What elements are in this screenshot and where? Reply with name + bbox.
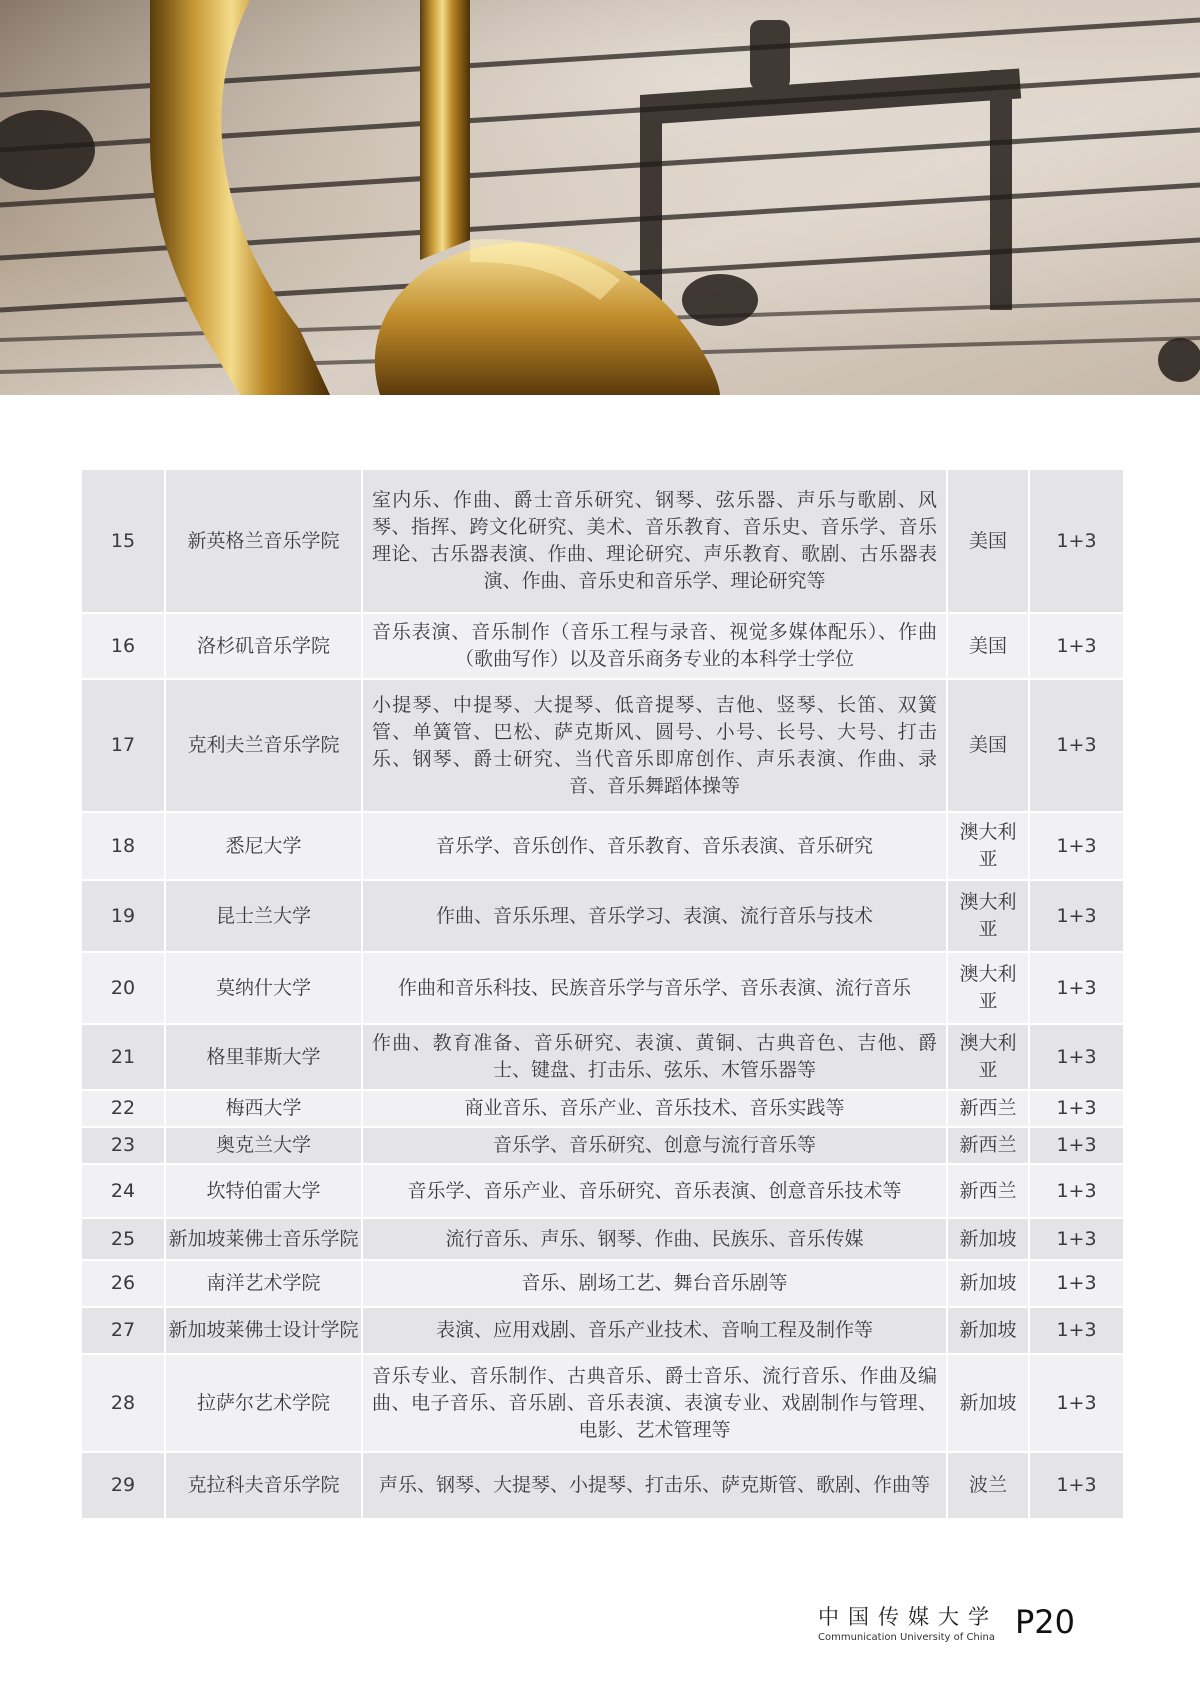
table-row: [81, 1024, 1124, 1090]
country: 澳大利亚: [947, 952, 1029, 1024]
country: 新西兰: [947, 1164, 1029, 1218]
table-row: [81, 880, 1124, 952]
table-row: [81, 1452, 1124, 1519]
program-type: 1+3: [1029, 1452, 1124, 1519]
program-type: 1+3: [1029, 1218, 1124, 1260]
school-name: 昆士兰大学: [165, 880, 362, 952]
row-number: 20: [81, 952, 165, 1024]
brand-english-name: Communication University of China: [818, 1632, 996, 1643]
majors-text: 小提琴、中提琴、大提琴、低音提琴、吉他、竖琴、长笛、双簧管、单簧管、巴松、萨克斯风、圆号、小号、长号、大号、打击乐、钢琴、爵士研究、当代音乐即席创作、声乐表演、作曲、录音、音乐舞蹈体操等: [362, 679, 947, 812]
table-row: [81, 952, 1124, 1024]
sheet-music-gold-note-image: [0, 0, 1200, 395]
program-type: 1+3: [1029, 1090, 1124, 1127]
majors-table-body: [81, 469, 1124, 1519]
majors-text: 作曲、教育准备、音乐研究、表演、黄铜、古典音色、吉他、爵士、键盘、打击乐、弦乐、木管乐器等: [362, 1024, 947, 1090]
row-number: 19: [81, 880, 165, 952]
majors-text: 声乐、钢琴、大提琴、小提琴、打击乐、萨克斯管、歌剧、作曲等: [362, 1452, 947, 1519]
program-type: 1+3: [1029, 613, 1124, 679]
brand-chinese-name: 中国传媒大学: [818, 1605, 998, 1629]
program-type: 1+3: [1029, 1164, 1124, 1218]
majors-text: 音乐、剧场工艺、舞台音乐剧等: [362, 1260, 947, 1307]
school-name: 克利夫兰音乐学院: [165, 679, 362, 812]
school-name: 克拉科夫音乐学院: [165, 1452, 362, 1519]
table-row: [81, 1307, 1124, 1354]
table-row: [81, 679, 1124, 812]
country: 美国: [947, 469, 1029, 613]
row-number: 24: [81, 1164, 165, 1218]
program-type: 1+3: [1029, 952, 1124, 1024]
school-name: 莫纳什大学: [165, 952, 362, 1024]
program-type: 1+3: [1029, 1024, 1124, 1090]
country: 波兰: [947, 1452, 1029, 1519]
majors-text: 作曲、音乐乐理、音乐学习、表演、流行音乐与技术: [362, 880, 947, 952]
row-number: 28: [81, 1354, 165, 1452]
row-number: 16: [81, 613, 165, 679]
country: 美国: [947, 679, 1029, 812]
row-number: 22: [81, 1090, 165, 1127]
row-number: 25: [81, 1218, 165, 1260]
row-number: 18: [81, 812, 165, 880]
majors-text: 表演、应用戏剧、音乐产业技术、音响工程及制作等: [362, 1307, 947, 1354]
program-type: 1+3: [1029, 812, 1124, 880]
majors-text: 作曲和音乐科技、民族音乐学与音乐学、音乐表演、流行音乐: [362, 952, 947, 1024]
majors-text: 音乐学、音乐研究、创意与流行音乐等: [362, 1127, 947, 1164]
row-number: 27: [81, 1307, 165, 1354]
country: 新西兰: [947, 1090, 1029, 1127]
table-row: [81, 1090, 1124, 1127]
majors-text: 室内乐、作曲、爵士音乐研究、钢琴、弦乐器、声乐与歌剧、风琴、指挥、跨文化研究、美术、音乐教育、音乐史、音乐学、音乐理论、古乐器表演、作曲、理论研究、声乐教育、歌剧、古乐器表演、作曲、音乐史和音乐学、理论研究等: [362, 469, 947, 613]
row-number: 21: [81, 1024, 165, 1090]
school-name: 拉萨尔艺术学院: [165, 1354, 362, 1452]
country: 新加坡: [947, 1218, 1029, 1260]
program-type: 1+3: [1029, 880, 1124, 952]
school-name: 新加坡莱佛士设计学院: [165, 1307, 362, 1354]
table-row: [81, 1218, 1124, 1260]
majors-table: [80, 468, 1125, 1520]
table-row: [81, 1127, 1124, 1164]
school-name: 南洋艺术学院: [165, 1260, 362, 1307]
row-number: 17: [81, 679, 165, 812]
program-type: 1+3: [1029, 1307, 1124, 1354]
program-type: 1+3: [1029, 679, 1124, 812]
header-photo: [0, 0, 1200, 395]
country: 新加坡: [947, 1260, 1029, 1307]
majors-text: 流行音乐、声乐、钢琴、作曲、民族乐、音乐传媒: [362, 1218, 947, 1260]
school-name: 格里菲斯大学: [165, 1024, 362, 1090]
majors-table-container: [80, 468, 1123, 1520]
table-row: [81, 613, 1124, 679]
majors-text: 音乐表演、音乐制作（音乐工程与录音、视觉多媒体配乐）、作曲（歌曲写作）以及音乐商务专业的本科学士学位: [362, 613, 947, 679]
majors-text: 商业音乐、音乐产业、音乐技术、音乐实践等: [362, 1090, 947, 1127]
table-row: [81, 1354, 1124, 1452]
row-number: 26: [81, 1260, 165, 1307]
country: 新西兰: [947, 1127, 1029, 1164]
table-row: [81, 1164, 1124, 1218]
country: 澳大利亚: [947, 880, 1029, 952]
table-row: [81, 469, 1124, 613]
school-name: 悉尼大学: [165, 812, 362, 880]
school-name: 新加坡莱佛士音乐学院: [165, 1218, 362, 1260]
country: 澳大利亚: [947, 812, 1029, 880]
school-name: 洛杉矶音乐学院: [165, 613, 362, 679]
country: 澳大利亚: [947, 1024, 1029, 1090]
university-brand: [818, 1604, 1004, 1644]
country: 新加坡: [947, 1307, 1029, 1354]
country: 美国: [947, 613, 1029, 679]
table-row: [81, 1260, 1124, 1307]
school-name: 奥克兰大学: [165, 1127, 362, 1164]
program-type: 1+3: [1029, 469, 1124, 613]
majors-text: 音乐学、音乐产业、音乐研究、音乐表演、创意音乐技术等: [362, 1164, 947, 1218]
school-name: 梅西大学: [165, 1090, 362, 1127]
program-type: 1+3: [1029, 1127, 1124, 1164]
majors-text: 音乐专业、音乐制作、古典音乐、爵士音乐、流行音乐、作曲及编曲、电子音乐、音乐剧、音乐表演、表演专业、戏剧制作与管理、电影、艺术管理等: [362, 1354, 947, 1452]
table-row: [81, 812, 1124, 880]
country: 新加坡: [947, 1354, 1029, 1452]
program-type: 1+3: [1029, 1260, 1124, 1307]
row-number: 15: [81, 469, 165, 613]
majors-text: 音乐学、音乐创作、音乐教育、音乐表演、音乐研究: [362, 812, 947, 880]
page-number: P20: [1015, 1603, 1076, 1641]
school-name: 新英格兰音乐学院: [165, 469, 362, 613]
row-number: 23: [81, 1127, 165, 1164]
program-type: 1+3: [1029, 1354, 1124, 1452]
school-name: 坎特伯雷大学: [165, 1164, 362, 1218]
row-number: 29: [81, 1452, 165, 1519]
